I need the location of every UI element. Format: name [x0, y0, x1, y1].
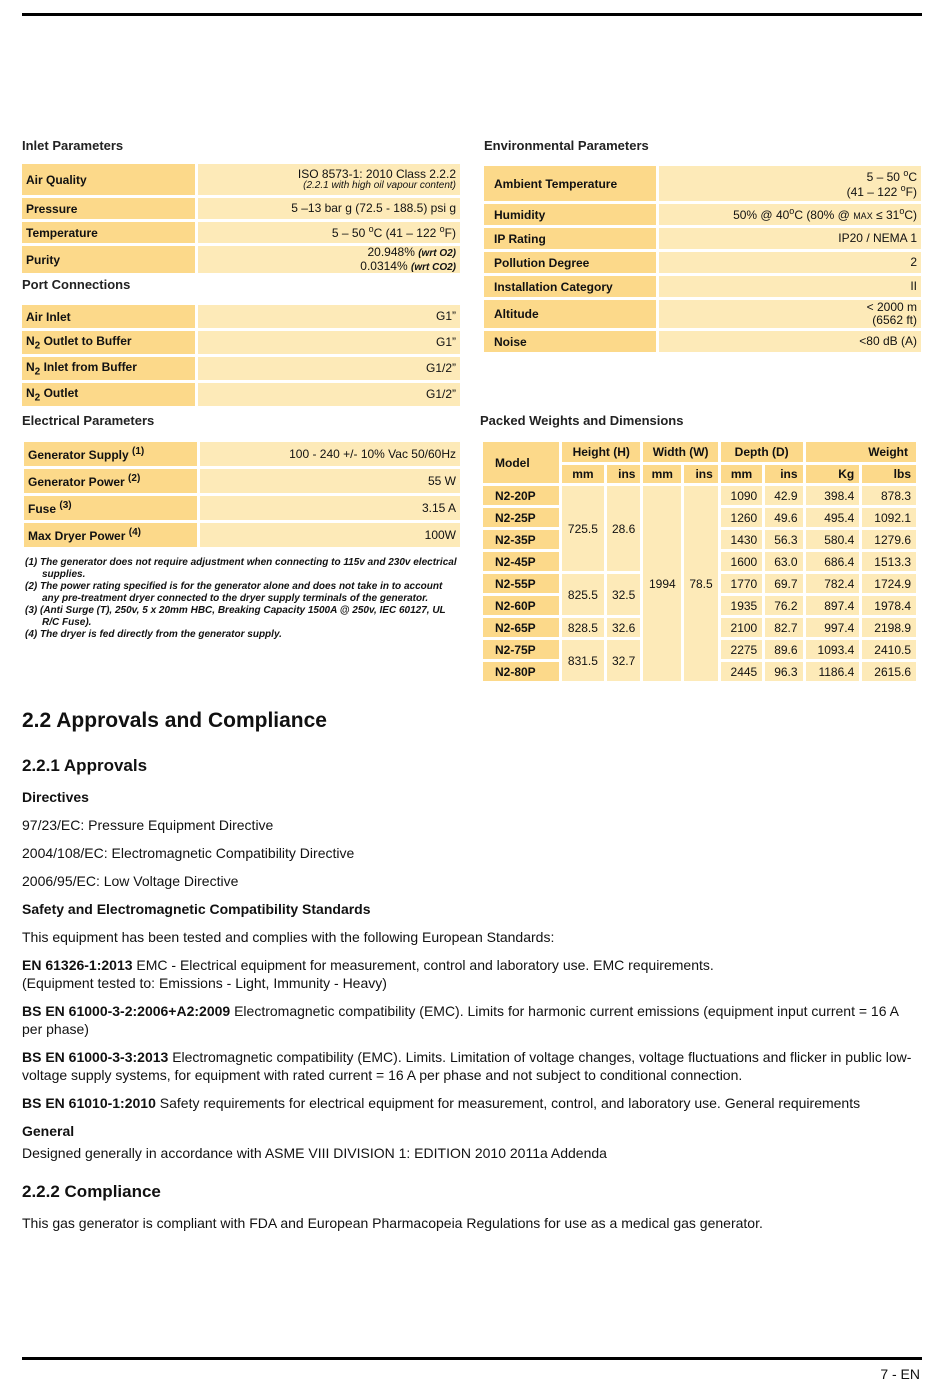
inlet-label: Pressure: [22, 198, 198, 219]
general-heading: General: [22, 1123, 75, 1139]
weight-kg: 782.4: [806, 574, 860, 593]
dims-unit: ins: [607, 465, 641, 483]
compliance-heading: 2.2.2 Compliance: [22, 1182, 161, 1201]
compliance-text: This gas generator is compliant with FDA and European Pharmacopeia Regulations for use as a medical gas generator.: [22, 1215, 763, 1231]
width-mm: 1994: [643, 486, 681, 681]
dims-header: Model: [483, 442, 559, 483]
env-value: II: [659, 276, 921, 297]
inlet-value: 20.948% (wrt O2) 0.0314% (wrt CO2): [198, 246, 460, 273]
dims-model: N2-60P: [483, 596, 559, 615]
approvals-heading: 2.2.1 Approvals: [22, 756, 148, 775]
safety-intro: This equipment has been tested and complies with the following European Standards:: [22, 929, 555, 945]
inlet-label: Temperature: [22, 222, 198, 243]
depth-mm: 1600: [721, 552, 762, 571]
standard-item: BS EN 61010-1:2010 Safety requirements for electrical equipment for measurement, control, and laboratory use. General requirements: [22, 1095, 861, 1111]
port-value: G1/2”: [198, 383, 460, 406]
safety-heading: Safety and Electromagnetic Compatibility Standards: [22, 901, 371, 917]
dims-title: Packed Weights and Dimensions: [480, 413, 684, 428]
env-value: 2: [659, 252, 921, 273]
directive-item: 97/23/EC: Pressure Equipment Directive: [22, 817, 274, 833]
env-value: <80 dB (A): [659, 331, 921, 352]
weight-kg: 398.4: [806, 486, 860, 505]
environmental-title: Environmental Parameters: [484, 138, 649, 153]
dims-unit: ins: [684, 465, 718, 483]
width-ins: 78.5: [684, 486, 718, 681]
directive-item: 2004/108/EC: Electromagnetic Compatibility Directive: [22, 845, 355, 861]
depth-mm: 1090: [721, 486, 762, 505]
electrical-label: Generator Supply $^{(1)}$: [24, 442, 200, 466]
height-mm: 828.5: [562, 618, 604, 637]
env-value: < 2000 m (6562 ft): [659, 300, 921, 328]
ports-table: [22, 302, 460, 409]
env-value: 5 – 50 $^o$C (41 – 122 $^o$F): [659, 166, 921, 201]
env-label: Ambient Temperature: [484, 166, 659, 201]
height-ins: 32.6: [607, 618, 641, 637]
electrical-table: [24, 439, 460, 550]
weight-lbs: 1513.3: [862, 552, 916, 571]
env-label: IP Rating: [484, 228, 659, 249]
depth-ins: 69.7: [765, 574, 802, 593]
dims-model: N2-80P: [483, 662, 559, 681]
weight-lbs: 2198.9: [862, 618, 916, 637]
electrical-label: Fuse $^{(3)}$: [24, 496, 200, 520]
env-label: Altitude: [484, 300, 659, 328]
dims-model: N2-75P: [483, 640, 559, 659]
weight-kg: 997.4: [806, 618, 860, 637]
section-heading: 2.2 Approvals and Compliance: [22, 709, 327, 732]
dims-unit: mm: [721, 465, 762, 483]
weight-kg: 495.4: [806, 508, 860, 527]
depth-mm: 2275: [721, 640, 762, 659]
dims-model: N2-45P: [483, 552, 559, 571]
depth-mm: 2445: [721, 662, 762, 681]
port-value: G1/2”: [198, 357, 460, 380]
weight-lbs: 1092.1: [862, 508, 916, 527]
dims-header: Weight: [806, 442, 916, 462]
directive-item: 2006/95/EC: Low Voltage Directive: [22, 873, 239, 889]
weight-lbs: 1724.9: [862, 574, 916, 593]
weight-lbs: 2615.6: [862, 662, 916, 681]
weight-kg: 1186.4: [806, 662, 860, 681]
electrical-label: Max Dryer Power $^{(4)}$: [24, 523, 200, 547]
depth-mm: 1260: [721, 508, 762, 527]
electrical-value: 100W: [200, 523, 460, 547]
depth-ins: 42.9: [765, 486, 802, 505]
electrical-label: Generator Power $^{(2)}$: [24, 469, 200, 493]
inlet-label: Air Quality: [22, 164, 198, 195]
depth-ins: 96.3: [765, 662, 802, 681]
standard-item: BS EN 61000-3-2:2006+A2:2009 Electromagnetic compatibility (EMC). Limits for harmonic current emissions (equipment input current = 16 A per phase): [22, 1003, 899, 1037]
depth-mm: 2100: [721, 618, 762, 637]
ports-title: Port Connections: [22, 277, 131, 292]
dims-unit: lbs: [862, 465, 916, 483]
inlet-table: [22, 161, 460, 276]
dims-model: N2-25P: [483, 508, 559, 527]
general-text: Designed generally in accordance with ASME VIII DIVISION 1: EDITION 2010 2011a Addenda: [22, 1145, 607, 1161]
footnote: (1) The generator does not require adjustment when connecting to 115v and 230v electrical supplies.: [25, 557, 457, 580]
depth-mm: 1935: [721, 596, 762, 615]
height-ins: 32.5: [607, 574, 641, 615]
weight-lbs: 1978.4: [862, 596, 916, 615]
weight-kg: 1093.4: [806, 640, 860, 659]
standard-item: EN 61326-1:2013 EMC - Electrical equipment for measurement, control and laboratory use. EMC requirements. (Equipment tested to: Emissions - Light, Immunity - Heavy): [22, 957, 714, 991]
directives-heading: Directives: [22, 789, 89, 805]
dims-model: N2-65P: [483, 618, 559, 637]
env-label: Installation Category: [484, 276, 659, 297]
electrical-notes: [25, 557, 460, 641]
env-value: 50% @ 40$^o$C (80% @ MAX ≤ $31^oC$): [659, 204, 921, 225]
footnote: (4) The dryer is fed directly from the generator supply.: [25, 629, 282, 640]
inlet-value: 5 – 50 $^o$C (41 – 122 $^o$F): [198, 222, 460, 243]
depth-ins: 82.7: [765, 618, 802, 637]
dims-model: N2-35P: [483, 530, 559, 549]
dims-unit: mm: [562, 465, 604, 483]
depth-ins: 63.0: [765, 552, 802, 571]
height-ins: 28.6: [607, 486, 641, 571]
height-mm: 825.5: [562, 574, 604, 615]
electrical-value: 55 W: [200, 469, 460, 493]
dims-table: [480, 439, 919, 684]
weight-kg: 580.4: [806, 530, 860, 549]
env-label: Humidity: [484, 204, 659, 225]
port-label: $N_2$ Outlet: [22, 383, 198, 406]
depth-mm: 1430: [721, 530, 762, 549]
depth-ins: 56.3: [765, 530, 802, 549]
dims-header: Width (W): [643, 442, 717, 462]
height-mm: 831.5: [562, 640, 604, 681]
electrical-value: 100 - 240 +/- 10% Vac 50/60Hz: [200, 442, 460, 466]
port-value: G1”: [198, 305, 460, 328]
port-label: Air Inlet: [22, 305, 198, 328]
inlet-value: 5 –13 bar g (72.5 - 188.5) psi g: [198, 198, 460, 219]
top-rule: [22, 13, 922, 16]
weight-lbs: 1279.6: [862, 530, 916, 549]
dims-unit: Kg: [806, 465, 860, 483]
dims-model: N2-55P: [483, 574, 559, 593]
page-number: 7 - EN: [880, 1366, 920, 1382]
weight-kg: 686.4: [806, 552, 860, 571]
weight-kg: 897.4: [806, 596, 860, 615]
height-ins: 32.7: [607, 640, 641, 681]
footnote: (3) (Anti Surge (T), 250v, 5 x 20mm HBC, Breaking Capacity 1500A @ 250v, IEC 60127, UL R/C Fuse).: [25, 605, 446, 628]
port-label: $N_2$ Outlet to Buffer: [22, 331, 198, 354]
env-label: Noise: [484, 331, 659, 352]
dims-header: Depth (D): [721, 442, 803, 462]
weight-lbs: 2410.5: [862, 640, 916, 659]
footnote: (2) The power rating specified is for the generator alone and does not take in to account any pre-treatment dryer connected to the dryer supply terminals of the generator.: [25, 581, 443, 604]
standard-item: BS EN 61000-3-3:2013 Electromagnetic compatibility (EMC). Limits. Limitation of voltage changes, voltage fluctuations and flicker in public low-voltage supply systems, for equipment with rated current = 16 A per phase and not subject to conditional connection.: [22, 1049, 912, 1083]
electrical-value: 3.15 A: [200, 496, 460, 520]
inlet-value: ISO 8573-1: 2010 Class 2.2.2 (2.2.1 with high oil vapour content): [198, 164, 460, 195]
env-label: Pollution Degree: [484, 252, 659, 273]
environmental-table: [484, 163, 921, 355]
dims-header: Height (H): [562, 442, 640, 462]
env-value: IP20 / NEMA 1: [659, 228, 921, 249]
dims-model: N2-20P: [483, 486, 559, 505]
depth-ins: 89.6: [765, 640, 802, 659]
electrical-title: Electrical Parameters: [22, 413, 155, 428]
port-label: $N_2$ Inlet from Buffer: [22, 357, 198, 380]
height-mm: 725.5: [562, 486, 604, 571]
dims-unit: mm: [643, 465, 681, 483]
depth-mm: 1770: [721, 574, 762, 593]
dims-unit: ins: [765, 465, 802, 483]
depth-ins: 49.6: [765, 508, 802, 527]
bottom-rule: [22, 1357, 922, 1360]
weight-lbs: 878.3: [862, 486, 916, 505]
depth-ins: 76.2: [765, 596, 802, 615]
port-value: G1”: [198, 331, 460, 354]
inlet-label: Purity: [22, 246, 198, 273]
inlet-title: Inlet Parameters: [22, 138, 124, 153]
